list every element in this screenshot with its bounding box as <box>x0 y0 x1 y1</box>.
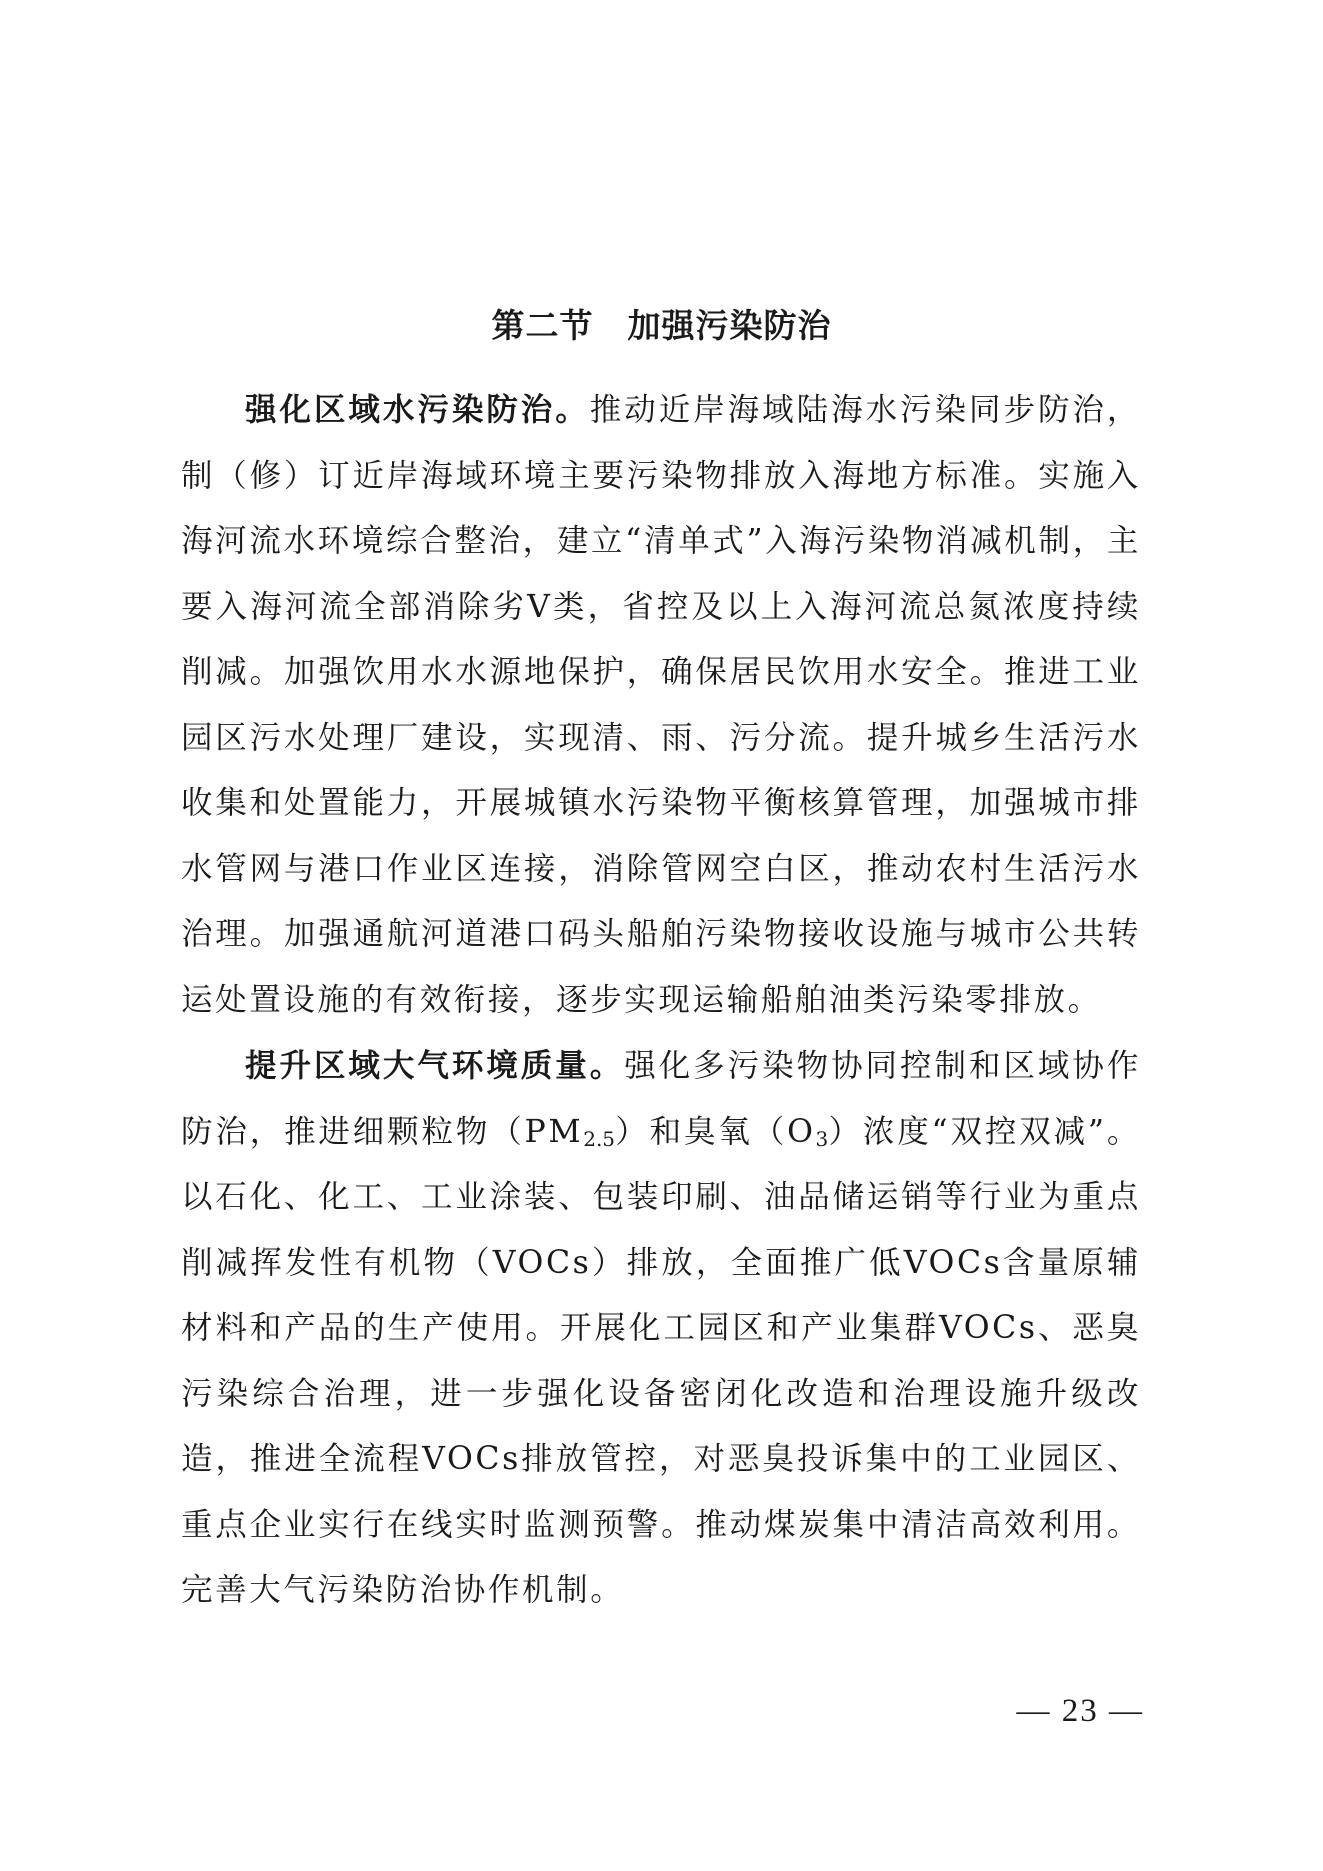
paragraph-lead: 提升区域大气环境质量。 <box>245 1047 625 1084</box>
paragraph-water-pollution <box>181 377 1141 1033</box>
section-number: 第二节 <box>491 306 594 345</box>
paragraph-lead: 强化区域水污染防治。 <box>245 391 590 428</box>
paragraph-air-quality <box>181 1033 1141 1624</box>
page-number: — 23 — <box>1016 1693 1144 1729</box>
section-name: 加强污染防治 <box>627 306 832 345</box>
paragraph-text: ）浓度“双控双减”。以石化、化工、工业涂装、包装印刷、油品储运销等行业为重点削减挥发性有机物（VOCs）排放，全面推广低VOCs含量原辅材料和产品的生产使用。开展化工园区和产业集群VOCs、恶臭污染综合治理，进一步强化设备密闭化改造和治理设施升级改造，推进全流程VOCs排放管控，对恶臭投诉集中的工业园区、重点企业实行在线实时监测预警。推动煤炭集中清洁高效利用。完善大气污染防治协作机制。 <box>181 1113 1141 1608</box>
paragraph-text: 强化多污染物协同控制和区域协作防治，推进细颗粒物（PM <box>181 1048 1141 1150</box>
body-text <box>181 377 1141 1624</box>
paragraph-text: ）和臭氧（O <box>615 1113 816 1150</box>
paragraph-text: 推动近岸海域陆海水污染同步防治，制（修）订近岸海域环境主要污染物排放入海地方标准。实施入海河流水环境综合整治，建立“清单式”入海污染物消减机制，主要入海河流全部消除劣Ⅴ类，省控及以上入海河流总氮浓度持续削减。加强饮用水水源地保护，确保居民饮用水安全。推进工业园区污水处理厂建设，实现清、雨、污分流。提升城乡生活污水收集和处置能力，开展城镇水污染物平衡核算管理，加强城市排水管网与港口作业区连接，消除管网空白区，推动农村生活污水治理。加强通航河道港口码头船舶污染物接收设施与城市公共转运处置设施的有效衔接，逐步实现运输船舶油类污染零排放。 <box>181 392 1141 1018</box>
section-title <box>0 300 1323 347</box>
pm-subscript: 2.5 <box>583 1126 616 1151</box>
ozone-subscript: 3 <box>815 1126 829 1151</box>
